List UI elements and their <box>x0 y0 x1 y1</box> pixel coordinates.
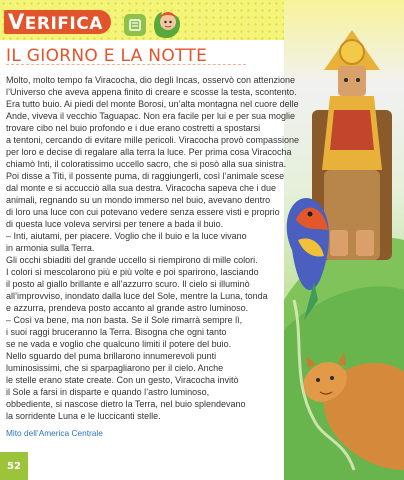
page-number: 52 <box>0 452 28 480</box>
story-line: il posto al giallo brillante e all’azzurro scuro. Il cielo si illuminò <box>6 279 250 289</box>
title-divider <box>6 64 246 65</box>
story-line: di questa luce voleva servirsi per tenere a bada il buio. <box>6 219 224 229</box>
story-line: animali, regnando su un mondo immerso nel buio, avevano dentro <box>6 195 271 205</box>
story-line: dal monte e si accucciò alla sua destra. Viracocha sapeva che i due <box>6 183 276 193</box>
section-label-initial: V <box>8 10 25 34</box>
story-line: a tentoni, cercando di evitare mille pericoli. Viracocha provò compassione <box>6 135 299 145</box>
story-line: – Così va bene, ma non basta. Se il Sole rimarrà sempre lì, <box>6 315 243 325</box>
story-line: Nello sguardo del puma brillarono innumerevoli punti <box>6 351 217 361</box>
story-text <box>6 74 328 422</box>
story-line: all’improvviso, inondato dalla luce del Sole, mentre la Luna, tonda <box>6 291 268 301</box>
story-line: e azzurra, prendeva posto accanto al grande astro luminoso. <box>6 303 249 313</box>
story-line: di loro una luce con cui potevano vedere senza essere visti e proprio <box>6 207 280 217</box>
section-label-rest: ERIFICA <box>24 14 103 34</box>
section-label <box>4 10 111 34</box>
story-line: obbediente, si nascose dietro la Terra, nel buio splendevano <box>6 399 246 409</box>
story-line: se ne vada e voglio che qualcuno limiti il potere del buio. <box>6 339 232 349</box>
story-line: la sorridente Luna e le luccicanti stelle. <box>6 411 161 421</box>
story-line: luminosissimi, che si sparpagliarono per il cielo. Anche <box>6 363 224 373</box>
story-line: Molto, molto tempo fa Viracocha, dio degli Incas, osservò con attenzione <box>6 75 295 85</box>
story-line: Poi disse a Titi, il possente puma, di raggiungerli, così l’animale scese <box>6 171 285 181</box>
story-line: chiamò Inti, il coloratissimo uccello sacro, che si posò alla sua sinistra. <box>6 159 287 169</box>
story-line: Ande, viveva il vecchio Taguapac. Non era facile per lui e per sua moglie <box>6 111 295 121</box>
story-line: I colori si mescolarono più e più volte e poi sparirono, lasciando <box>6 267 259 277</box>
story-line: Era tutto buio. Ai piedi del monte Borosi, un’alta montagna nel cuore delle <box>6 99 299 109</box>
story-line: – Inti, aiutami, per piacere. Voglio che il buio e la luce vivano <box>6 231 247 241</box>
story-line: i suoi raggi bruceranno la Terra. Bisogna che ogni tanto <box>6 327 227 337</box>
story-line: in armonia sulla Terra. <box>6 243 95 253</box>
story-source: Mito dell’America Centrale <box>6 428 103 438</box>
story-line: per loro e decise di regalare alla terra la luce. Per prima cosa Viracocha <box>6 147 292 157</box>
story-line: trovare cibo nel buio profondo e i due erano costretti a spostarsi <box>6 123 261 133</box>
story-line: Gli occhi sbiaditi del grande uccello si riempirono di mille colori. <box>6 255 258 265</box>
book-icon <box>124 14 146 36</box>
story-line: l’Universo che aveva appena finito di creare e scosse la testa, scontento. <box>6 87 297 97</box>
illustration <box>284 0 404 480</box>
page-title: IL GIORNO E LA NOTTE <box>6 46 208 66</box>
story-line: le stelle erano state create. Con un gesto, Viracocha invitò <box>6 375 239 385</box>
story-line: il Sole a farsi in disparte e quando l’astro luminoso, <box>6 387 210 397</box>
mascot-icon <box>150 4 184 40</box>
